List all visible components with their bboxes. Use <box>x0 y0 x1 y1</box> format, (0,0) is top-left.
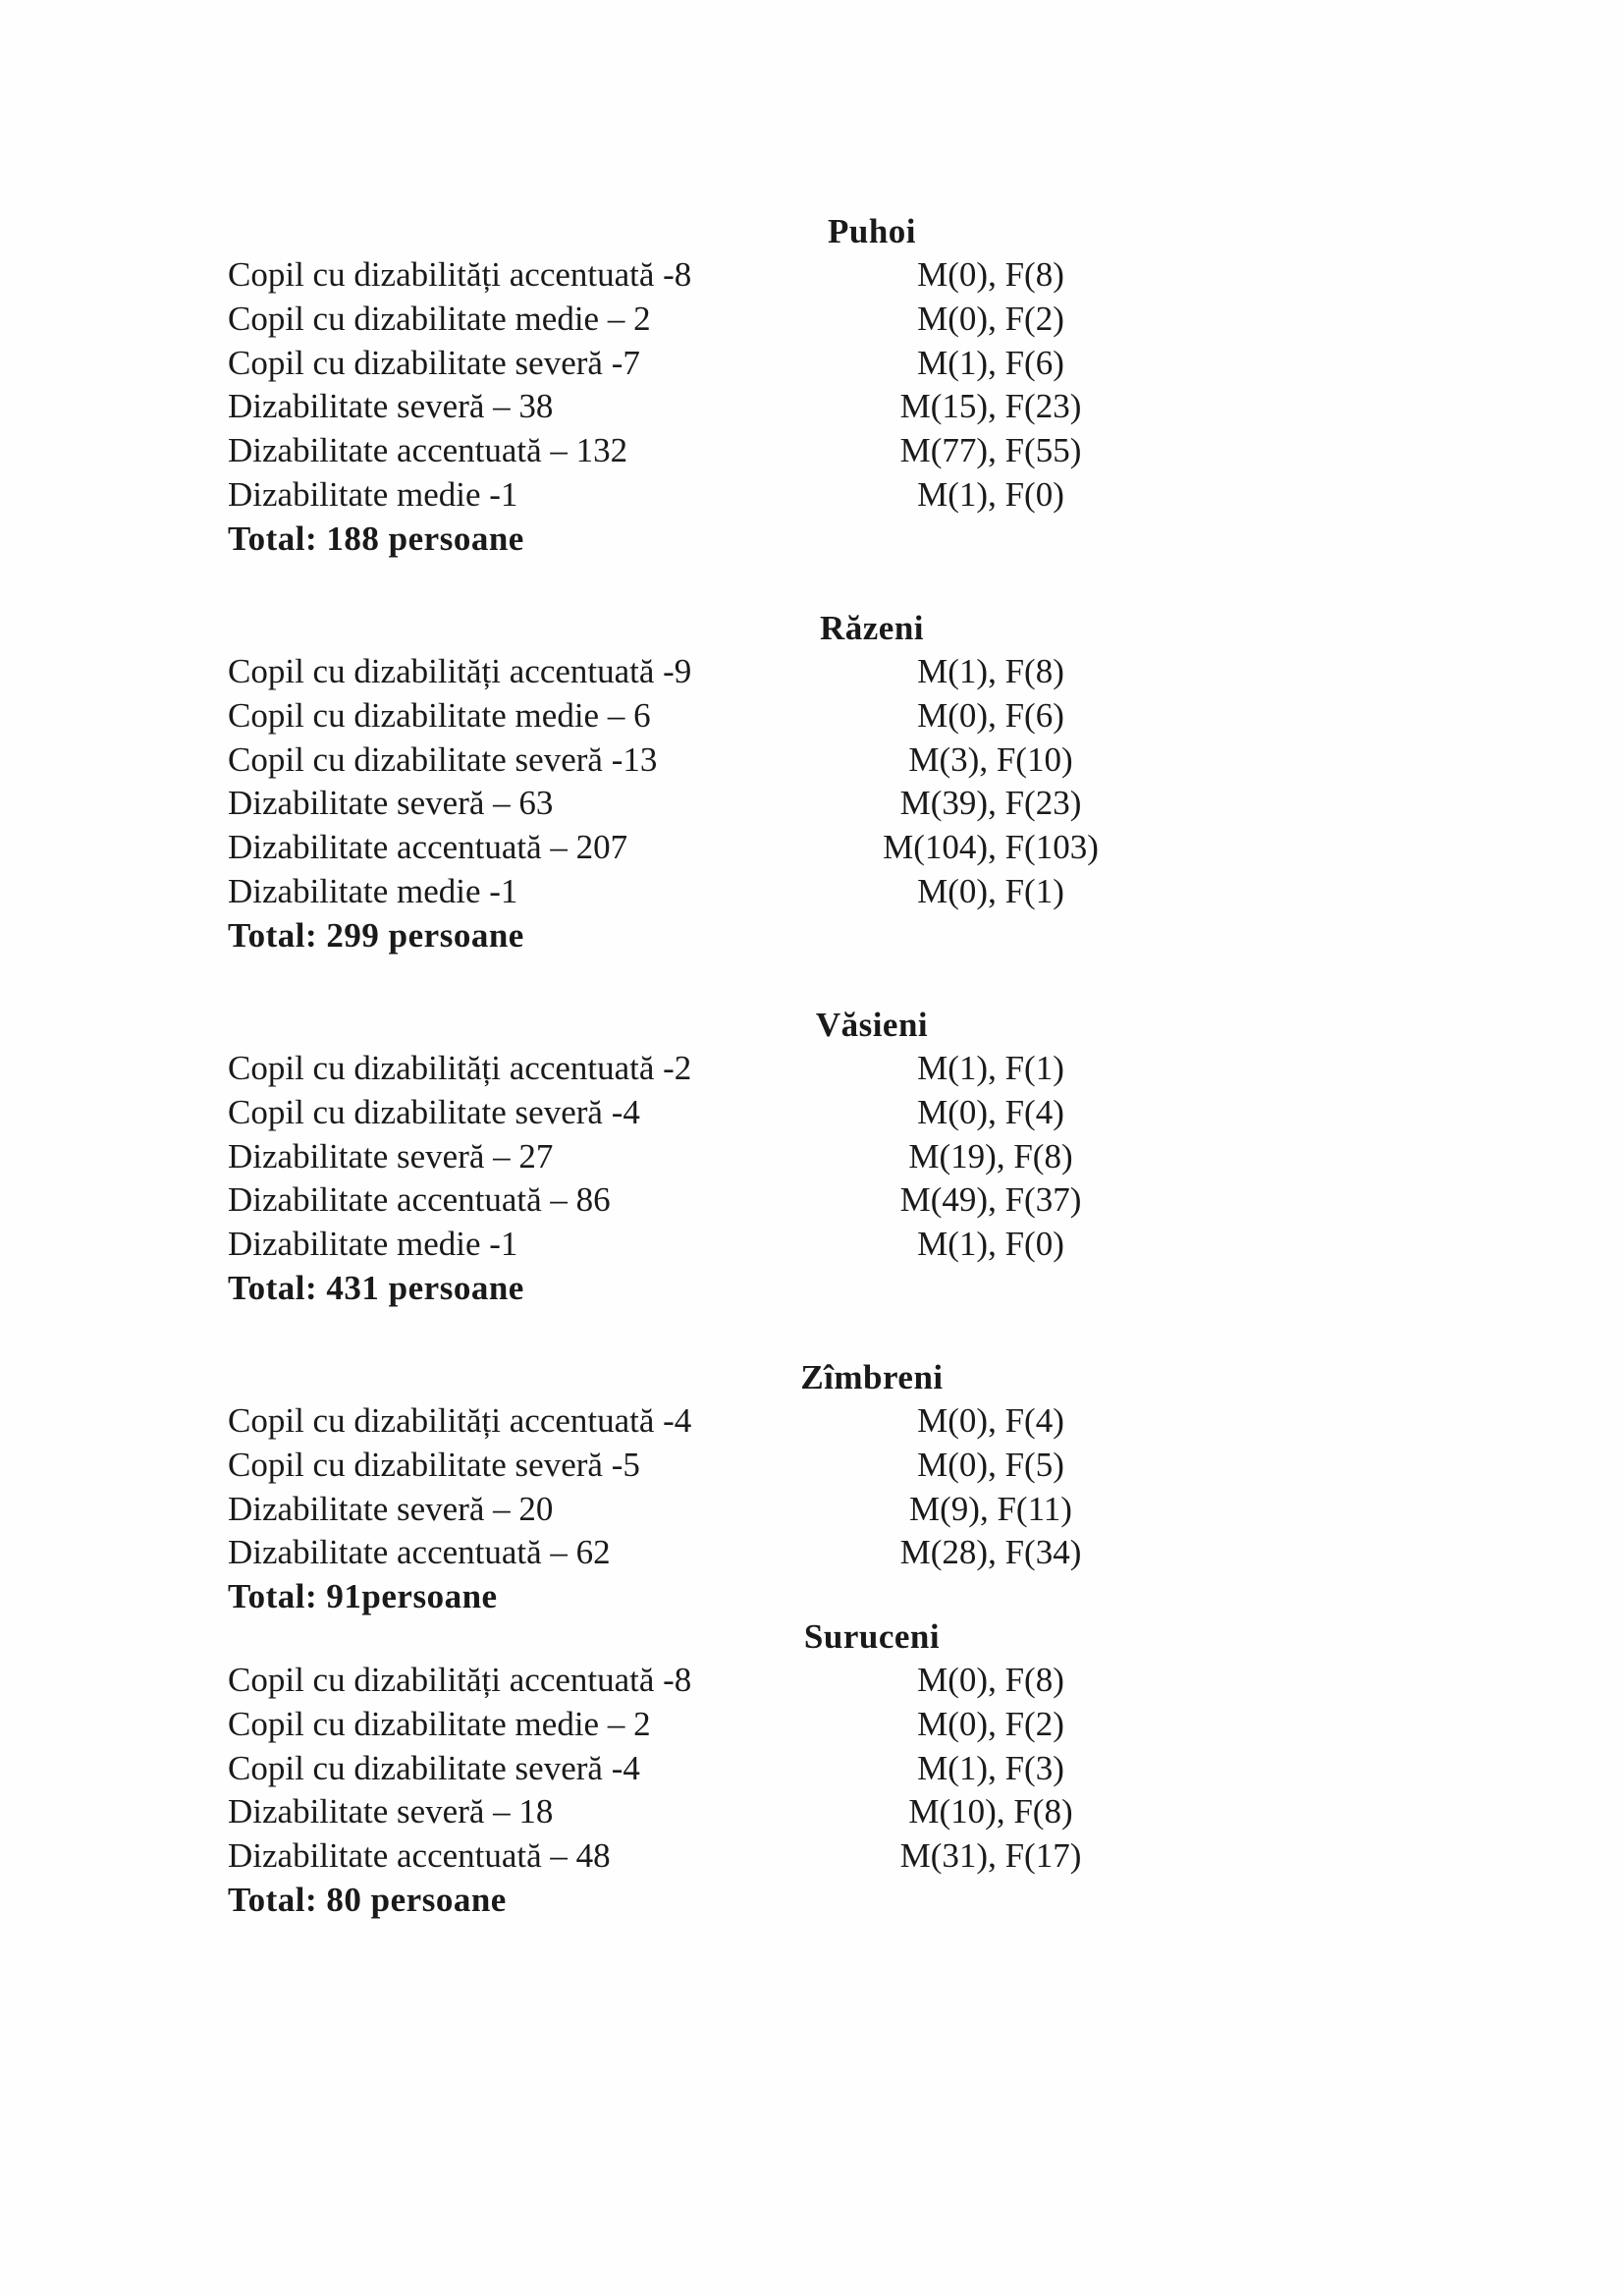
total-label: Total: 299 persoane <box>228 915 524 955</box>
section-total <box>0 914 1624 958</box>
row-value: M(1), F(0) <box>917 474 1064 514</box>
row-value: M(1), F(0) <box>917 1225 1064 1264</box>
list-item <box>0 1178 1624 1223</box>
row-value: M(28), F(34) <box>899 1533 1082 1572</box>
list-item <box>0 1091 1624 1135</box>
total-label: Total: 80 persoane <box>228 1880 507 1919</box>
list-item <box>0 1703 1624 1747</box>
section-title: Văsieni <box>815 1006 929 1044</box>
row-value: M(10), F(8) <box>908 1792 1073 1831</box>
section-total <box>0 1575 1624 1619</box>
list-item <box>0 1223 1624 1267</box>
row-value: M(31), F(17) <box>899 1836 1082 1876</box>
row-label: Dizabilitate accentuată – 48 <box>228 1836 611 1876</box>
list-item <box>0 298 1624 342</box>
row-value: M(0), F(6) <box>917 695 1064 735</box>
list-item <box>0 385 1624 429</box>
list-item <box>0 1135 1624 1179</box>
row-value: M(49), F(37) <box>899 1180 1082 1220</box>
row-label: Copil cu dizabilități accentuată -4 <box>228 1401 692 1440</box>
row-label: Dizabilitate accentuată – 86 <box>228 1180 611 1220</box>
row-value: M(0), F(4) <box>917 1092 1064 1131</box>
list-item <box>0 1488 1624 1532</box>
row-label: Copil cu dizabilitate severă -13 <box>228 739 658 779</box>
list-item <box>0 1047 1624 1091</box>
row-value: M(104), F(103) <box>883 828 1099 867</box>
section-rows <box>0 1047 1624 1311</box>
row-label: Dizabilitate severă – 27 <box>228 1136 554 1175</box>
total-label: Total: 91persoane <box>228 1577 498 1616</box>
row-label: Copil cu dizabilitate severă -7 <box>228 343 640 382</box>
list-item <box>0 342 1624 386</box>
row-value: M(77), F(55) <box>899 431 1082 470</box>
list-item <box>0 1531 1624 1575</box>
list-item <box>0 429 1624 473</box>
list-item <box>0 1444 1624 1488</box>
row-value: M(0), F(4) <box>917 1401 1064 1440</box>
section-total <box>0 518 1624 562</box>
row-label: Copil cu dizabilitate medie – 6 <box>228 695 651 735</box>
row-value: M(1), F(8) <box>917 652 1064 690</box>
row-value: M(19), F(8) <box>908 1136 1073 1175</box>
list-item <box>0 694 1624 738</box>
row-label: Dizabilitate accentuată – 207 <box>228 828 628 867</box>
list-item <box>0 1834 1624 1879</box>
list-item <box>0 253 1624 298</box>
row-value: M(1), F(6) <box>917 343 1064 382</box>
list-item <box>0 473 1624 518</box>
row-value: M(0), F(8) <box>917 255 1064 294</box>
section-total <box>0 1879 1624 1923</box>
row-value: M(0), F(1) <box>917 871 1064 910</box>
row-label: Copil cu dizabilități accentuată -8 <box>228 1661 692 1699</box>
row-label: Copil cu dizabilitate medie – 2 <box>228 1704 651 1743</box>
row-label: Copil cu dizabilitate severă -4 <box>228 1748 640 1787</box>
section-rows <box>0 253 1624 562</box>
section-title: Răzeni <box>819 609 925 647</box>
row-value: M(39), F(23) <box>899 784 1082 823</box>
section-rows <box>0 1659 1624 1923</box>
row-label: Dizabilitate severă – 63 <box>228 784 554 823</box>
total-label: Total: 188 persoane <box>228 519 524 558</box>
row-label: Dizabilitate severă – 20 <box>228 1489 554 1528</box>
section-title: Puhoi <box>827 212 917 250</box>
row-label: Dizabilitate accentuată – 132 <box>228 431 628 470</box>
list-item <box>0 782 1624 826</box>
list-item <box>0 1399 1624 1444</box>
row-value: M(0), F(2) <box>917 1704 1064 1743</box>
row-label: Dizabilitate medie -1 <box>228 1225 518 1264</box>
row-label: Dizabilitate severă – 38 <box>228 387 554 426</box>
row-label: Copil cu dizabilitate medie – 2 <box>228 299 651 338</box>
section-rows <box>0 650 1624 958</box>
section-title: Suruceni <box>803 1617 941 1656</box>
row-value: M(9), F(11) <box>909 1489 1072 1528</box>
list-item <box>0 1790 1624 1834</box>
row-value: M(1), F(1) <box>917 1049 1064 1087</box>
row-label: Copil cu dizabilitate severă -5 <box>228 1445 640 1484</box>
row-label: Dizabilitate medie -1 <box>228 871 518 910</box>
row-label: Copil cu dizabilități accentuată -2 <box>228 1049 692 1087</box>
section-rows <box>0 1399 1624 1619</box>
row-value: M(0), F(2) <box>917 299 1064 338</box>
list-item <box>0 1747 1624 1791</box>
row-value: M(15), F(23) <box>899 387 1082 426</box>
row-value: M(0), F(5) <box>917 1445 1064 1484</box>
row-label: Dizabilitate severă – 18 <box>228 1792 554 1831</box>
list-item <box>0 826 1624 870</box>
row-value: M(3), F(10) <box>908 739 1073 779</box>
total-label: Total: 431 persoane <box>228 1268 524 1307</box>
row-label: Copil cu dizabilitate severă -4 <box>228 1092 640 1131</box>
list-item <box>0 1659 1624 1703</box>
row-label: Copil cu dizabilități accentuată -9 <box>228 652 692 690</box>
list-item <box>0 870 1624 914</box>
row-value: M(0), F(8) <box>917 1661 1064 1699</box>
list-item <box>0 650 1624 694</box>
row-label: Dizabilitate accentuată – 62 <box>228 1533 611 1572</box>
section-total <box>0 1267 1624 1311</box>
row-label: Dizabilitate medie -1 <box>228 474 518 514</box>
row-label: Copil cu dizabilități accentuată -8 <box>228 255 692 294</box>
row-value: M(1), F(3) <box>917 1748 1064 1787</box>
list-item <box>0 738 1624 783</box>
section-title: Zîmbreni <box>800 1358 944 1396</box>
